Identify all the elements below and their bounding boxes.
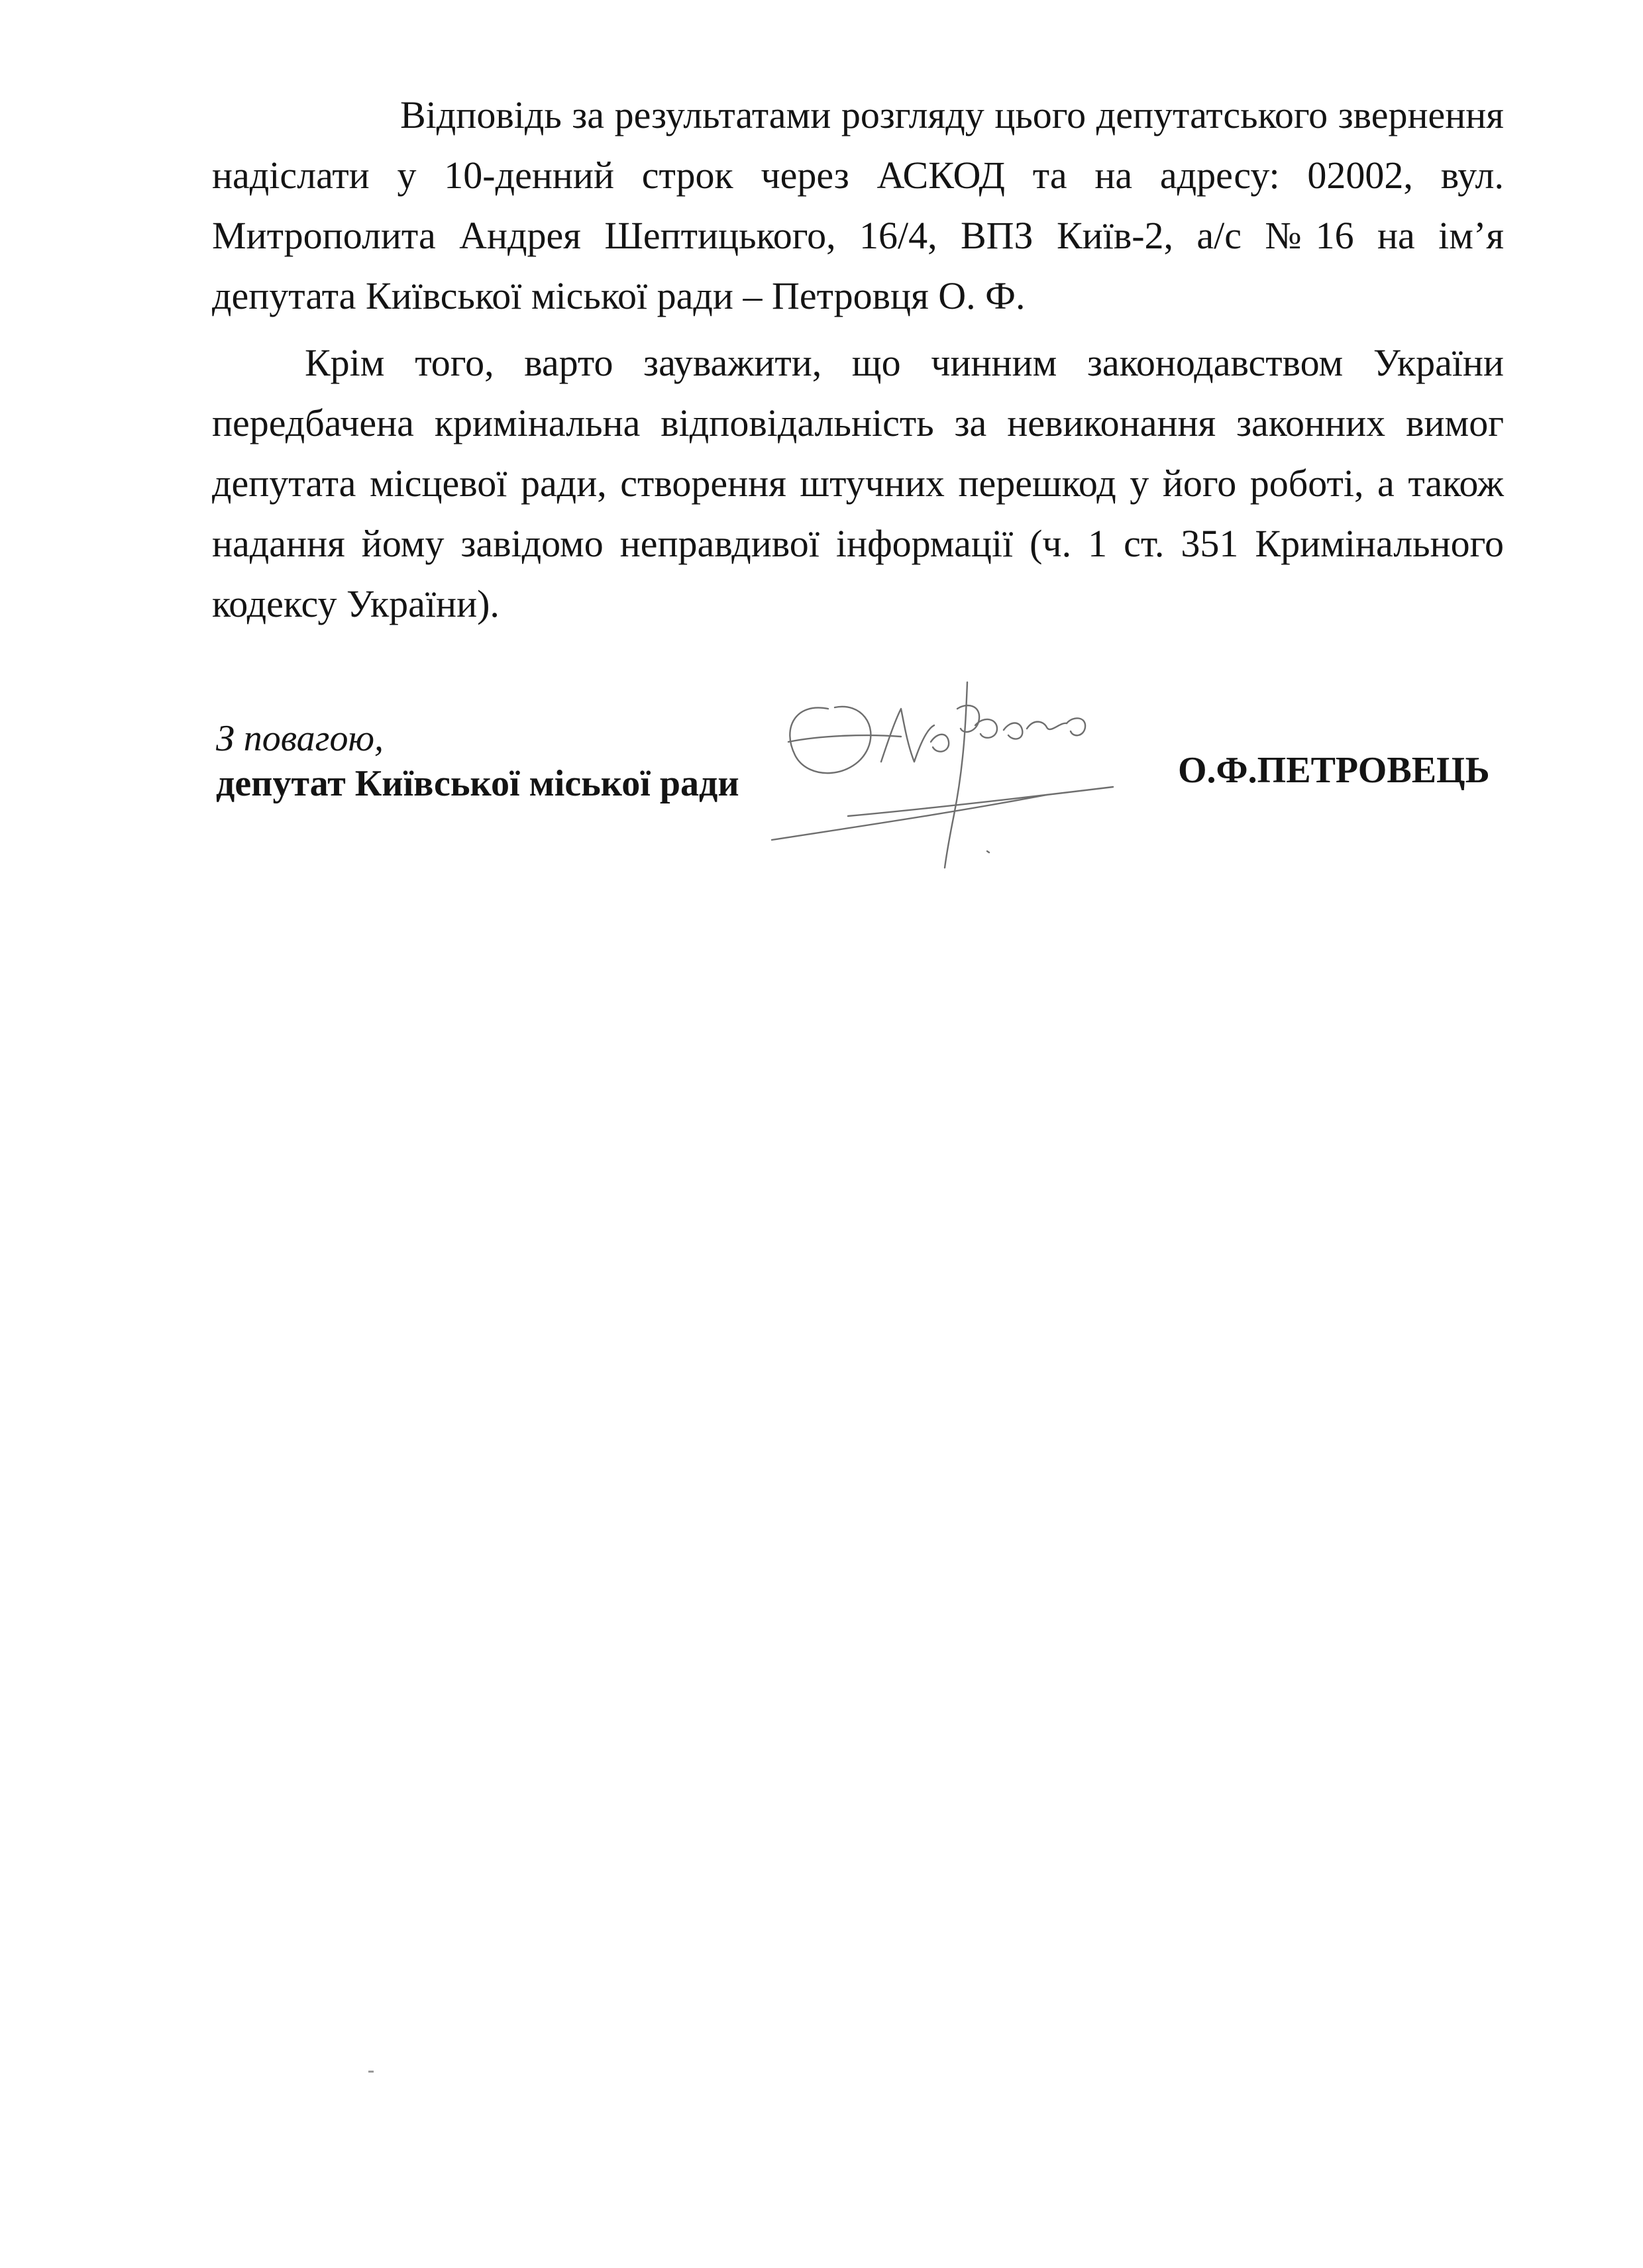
scan-speck: [368, 2071, 374, 2073]
letter-body: [212, 85, 1504, 634]
handwritten-signature: [768, 662, 1166, 888]
paragraph-legal-warning: Крім того, варто зауважити, що чинним законодавством України передбачена кримінальна відповідальність за невиконання законних вимог депутата місцевої ради, створення штучних перешкод у його роботі, а також надання йому завідомо неправдивої інформації (ч. 1 ст. 351 Кримінального кодексу України).: [212, 341, 1504, 625]
signer-name: О.Ф.ПЕТРОВЕЦЬ: [1178, 750, 1490, 791]
signer-position: депутат Київської міської ради: [216, 763, 739, 804]
paragraph-response-request: Відповідь за результатами розгляду цього депутатського звернення надіслати у 10-денний строк через АСКОД та на адресу: 02002, вул. Митрополита Андрея Шептицького, 16/4, ВПЗ Київ-2, а/с №16 на ім’я депутата Київської міської ради – Петровця О. Ф.: [212, 93, 1504, 317]
closing-phrase: З повагою,: [216, 718, 384, 759]
